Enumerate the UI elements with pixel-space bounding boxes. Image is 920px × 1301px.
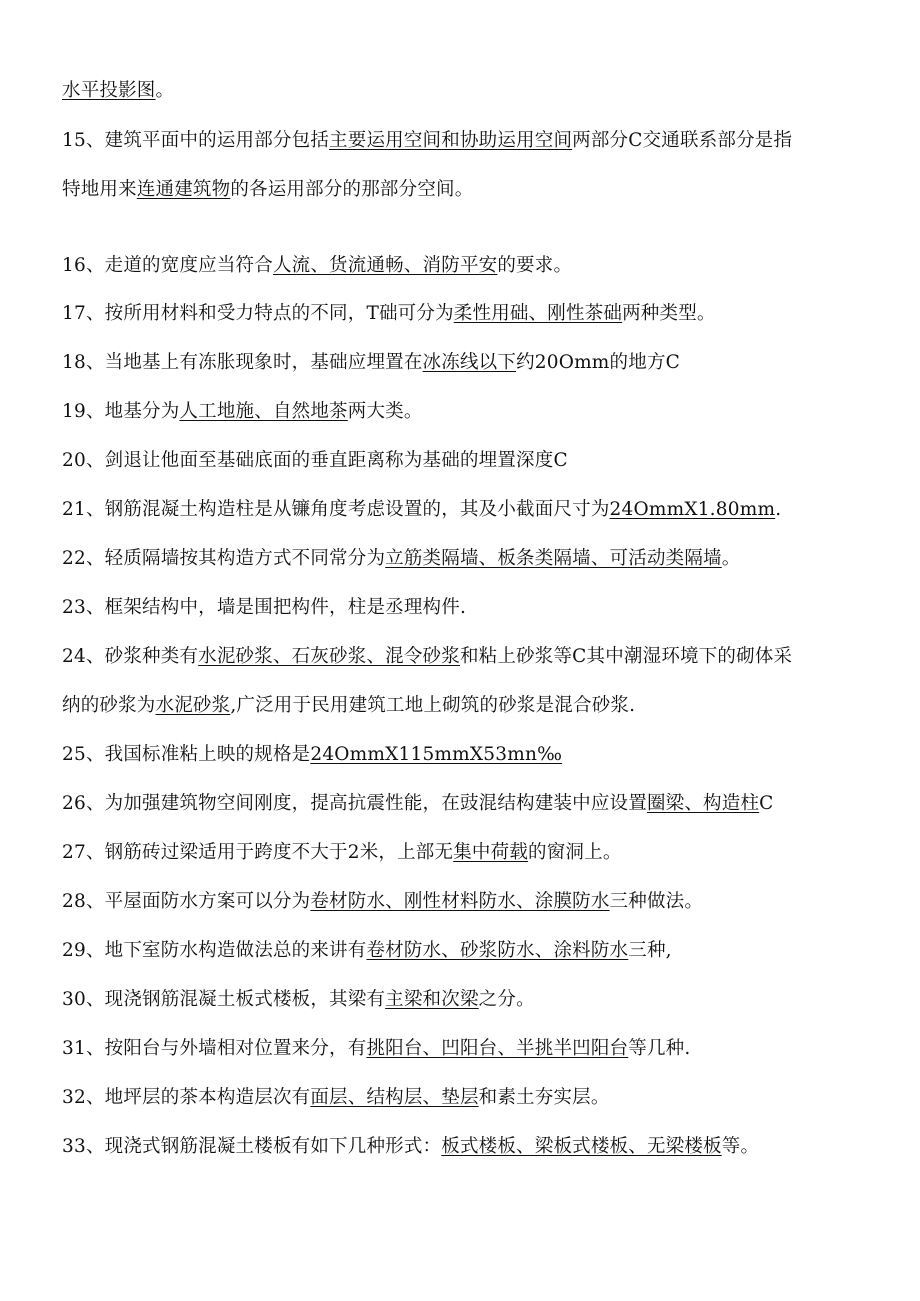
text-segment: 29、地下室防水构造做法总的来讲有 bbox=[62, 940, 367, 961]
text-line bbox=[62, 78, 880, 104]
text-segment: 等。 bbox=[721, 1136, 760, 1157]
text-line bbox=[62, 791, 880, 817]
text-segment: 33、现浇式钢筋混凝土楼板有如下几种形式： bbox=[62, 1136, 442, 1157]
underlined-answer: 人工地施、自然地茶 bbox=[179, 401, 348, 422]
text-line bbox=[62, 1134, 880, 1160]
text-segment: 19、地基分为 bbox=[62, 401, 180, 422]
text-line bbox=[62, 840, 880, 866]
underlined-answer: 卷材防水、刚性材料防水、涂膜防水 bbox=[310, 891, 610, 912]
text-line bbox=[62, 644, 880, 670]
text-line bbox=[62, 987, 880, 1013]
text-segment: C bbox=[759, 793, 774, 814]
text-segment: 约20Omm的地方C bbox=[516, 352, 681, 373]
text-segment: 17、按所用材料和受力特点的不同，T础可分为 bbox=[62, 303, 454, 324]
text-line bbox=[62, 546, 880, 572]
underlined-answer: 水泥砂浆、石灰砂浆、混令砂浆 bbox=[198, 646, 460, 667]
text-segment: 特地用来 bbox=[62, 179, 137, 200]
text-segment: 和粘上砂浆等C其中潮湿环境下的砌体采 bbox=[459, 646, 793, 667]
text-segment: . bbox=[775, 499, 782, 520]
text-line bbox=[62, 595, 880, 621]
text-segment: 的窗洞上。 bbox=[528, 842, 622, 863]
text-segment: 18、当地基上有冻胀现象时，基础应埋置在 bbox=[62, 352, 423, 373]
text-line bbox=[62, 301, 880, 327]
underlined-answer: 柔性用础、刚性茶础 bbox=[453, 303, 623, 324]
underlined-answer: 挑阳台、凹阳台、半挑半凹阳台 bbox=[366, 1038, 629, 1059]
text-segment: 22、轻质隔墙按其构造方式不同常分为 bbox=[62, 548, 386, 569]
text-segment: 纳的砂浆为 bbox=[62, 695, 156, 716]
underlined-answer: 板式楼板、梁板式楼板、无梁楼板 bbox=[441, 1136, 722, 1157]
text-line bbox=[62, 1036, 880, 1062]
text-line bbox=[62, 128, 880, 154]
text-line bbox=[62, 1085, 880, 1111]
underlined-answer: 主要运用空间和协助运用空间 bbox=[329, 130, 573, 151]
underlined-answer: 立筋类隔墙、板条类隔墙、可活动类隔墙 bbox=[385, 548, 722, 569]
text-segment: 两部分C交通联系部分是指 bbox=[572, 130, 793, 151]
text-segment: 25、我国标准粘上映的规格是 bbox=[62, 744, 311, 765]
text-line bbox=[62, 693, 880, 719]
underlined-answer: 主梁和次梁 bbox=[385, 989, 479, 1010]
text-line bbox=[62, 938, 880, 964]
text-segment: 。 bbox=[155, 80, 175, 101]
text-line bbox=[62, 497, 880, 523]
text-segment: 30、现浇钢筋混凝土板式楼板，其梁有 bbox=[62, 989, 386, 1010]
text-segment: ,广泛用于民用建筑工地上砌筑的砂浆是混合砂浆. bbox=[230, 695, 636, 716]
underlined-answer: 人流、货流通畅、消防平安 bbox=[272, 255, 498, 276]
text-segment: 23、框架结构中，墙是围把构件，柱是丞理构件. bbox=[62, 597, 467, 618]
text-segment: 28、平屋面防水方案可以分为 bbox=[62, 891, 311, 912]
text-segment: 26、为加强建筑物空间刚度，提高抗震性能，在豉混结构建装中应设置 bbox=[62, 793, 647, 814]
text-segment: 三种做法。 bbox=[609, 891, 704, 912]
text-segment: 27、钢筋砖过梁适用于跨度不大于2米，上部无 bbox=[62, 842, 454, 863]
text-line bbox=[62, 742, 880, 768]
text-line bbox=[62, 448, 880, 474]
text-segment: 的各运用部分的那部分空间。 bbox=[230, 179, 474, 200]
underlined-answer: 水泥砂浆 bbox=[155, 695, 231, 716]
underlined-answer: 面层、结构层、垫层 bbox=[310, 1087, 479, 1108]
underlined-answer: 水平投影图 bbox=[62, 80, 156, 101]
underlined-answer: 连通建筑物 bbox=[136, 179, 231, 200]
underlined-answer: 24OmmX115mmX53mn‰ bbox=[310, 744, 563, 765]
text-line bbox=[62, 399, 880, 425]
underlined-answer: 集中荷载 bbox=[453, 842, 529, 863]
underlined-answer: 24OmmX1.80mm bbox=[609, 499, 776, 520]
text-segment: 24、砂浆种类有 bbox=[62, 646, 199, 667]
text-line bbox=[62, 350, 880, 376]
text-segment: 等几种. bbox=[628, 1038, 691, 1059]
text-line bbox=[62, 177, 880, 203]
underlined-answer: 卷材防水、砂浆防水、涂料防水 bbox=[366, 940, 629, 961]
text-segment: 的要求。 bbox=[497, 255, 573, 276]
text-segment: 和素土夯实层。 bbox=[478, 1087, 610, 1108]
text-segment: 31、按阳台与外墙相对位置来分，有 bbox=[62, 1038, 367, 1059]
text-segment: 21、钢筋混凝土构造柱是从镰角度考虑设置的，其及小截面尺寸为 bbox=[62, 499, 610, 520]
text-segment: 15、建筑平面中的运用部分包括 bbox=[62, 130, 330, 151]
text-segment: 。 bbox=[721, 548, 741, 569]
text-segment: 32、地坪层的茶本构造层次有 bbox=[62, 1087, 311, 1108]
text-segment: 两种类型。 bbox=[622, 303, 716, 324]
underlined-answer: 圈梁、构造柱 bbox=[646, 793, 760, 814]
text-segment: 两大类。 bbox=[347, 401, 423, 422]
underlined-answer: 冰冻线以下 bbox=[422, 352, 517, 373]
text-line bbox=[62, 253, 880, 279]
text-segment: 16、走道的宽度应当符合 bbox=[62, 255, 273, 276]
text-segment: 之分。 bbox=[478, 989, 535, 1010]
text-line bbox=[62, 889, 880, 915]
text-segment: 三种, bbox=[628, 940, 672, 961]
text-segment: 20、剑退让他面至基础底面的垂直距离称为基础的埋置深度C bbox=[62, 450, 568, 471]
